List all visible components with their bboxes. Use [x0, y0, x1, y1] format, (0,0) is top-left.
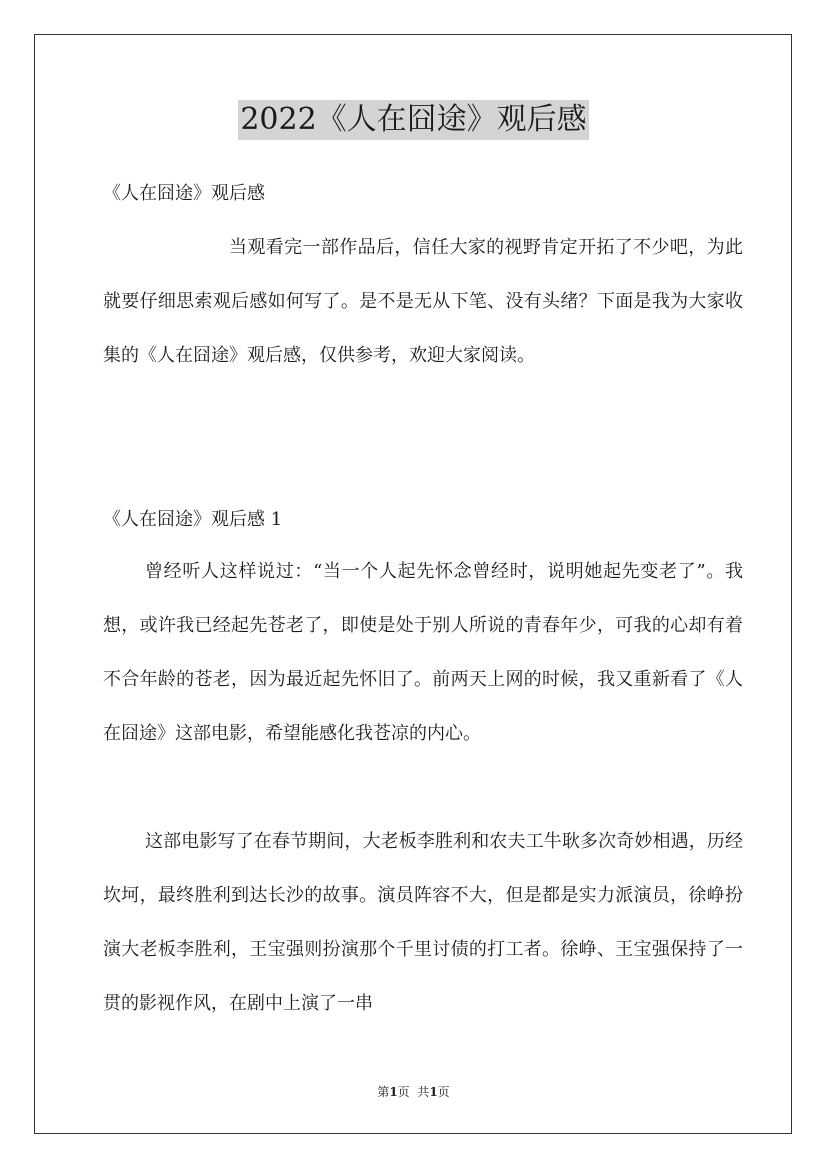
title-container: [0, 100, 827, 140]
section-heading-1: 《人在囧途》观后感 1: [103, 509, 283, 530]
footer-page-mid: 页 共: [397, 1085, 430, 1099]
document-title: 2022《人在囧途》观后感: [238, 100, 588, 140]
footer-page-prefix: 第: [377, 1085, 390, 1099]
footer-page-suffix: 页: [437, 1085, 450, 1099]
body-paragraph-2: 这部电影写了在春节期间，大老板李胜利和农夫工牛耿多次奇妙相遇，历经坎坷，最终胜利到达长沙的故事。演员阵容不大，但是都是实力派演员，徐峥扮演大老板李胜利，王宝强则扮演那个千里讨债的打工者。徐峥、王宝强保持了一贯的影视作风，在剧中上演了一串: [103, 831, 743, 1014]
page-footer: [0, 1084, 827, 1100]
section-heading-intro: 《人在囧途》观后感: [103, 183, 265, 204]
footer-page-current: 1: [389, 1085, 398, 1099]
body-paragraph-1: 曾经听人这样说过：“当一个人起先怀念曾经时，说明她起先变老了”。我想，或许我已经起先苍老了，即使是处于别人所说的青春年少，可我的心却有着不合年龄的苍老，因为最近起先怀旧了。前两天上网的时候，我又重新看了《人在囧途》这部电影，希望能感化我苍凉的内心。: [103, 561, 743, 744]
intro-paragraph: 当观看完一部作品后，信任大家的视野肯定开拓了不少吧，为此就要仔细思索观后感如何写了。是不是无从下笔、没有头绪？下面是我为大家收集的《人在囧途》观后感，仅供参考，欢迎大家阅读。: [103, 237, 743, 366]
footer-page-total: 1: [429, 1085, 438, 1099]
